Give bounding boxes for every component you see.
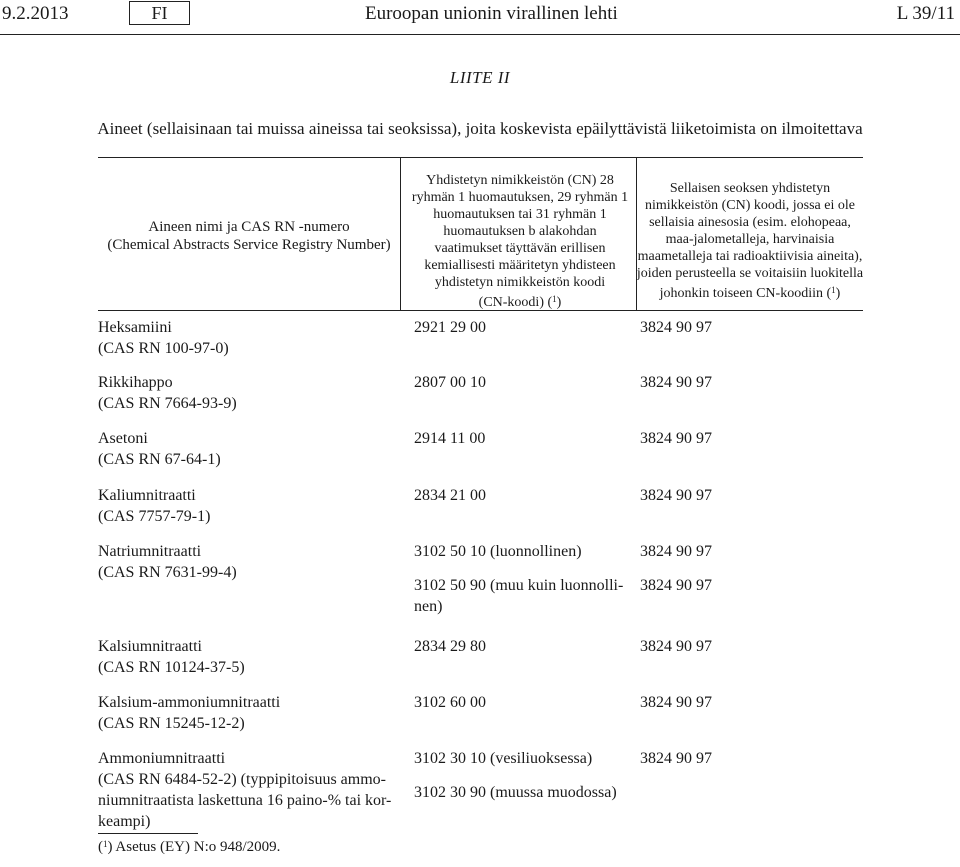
mixture-code: 3824 90 97: [640, 487, 712, 504]
page-number: L 39/11: [896, 3, 955, 24]
mixture-code-cell: [640, 692, 712, 713]
substance-name-cell: [98, 317, 398, 359]
page-header: [0, 0, 960, 32]
cn-code: 3102 60 00: [414, 694, 486, 711]
substance-name-cell: [98, 636, 398, 678]
publication-date: 9.2.2013: [2, 3, 69, 24]
cn-code-cell: [414, 485, 486, 506]
cn-code: 2834 29 80: [414, 638, 486, 655]
cas-number: (CAS RN 15245-12-2): [98, 715, 245, 732]
substance-name: Rikkihappo: [98, 374, 173, 391]
column-header-line: maametalleja tai radioaktiivisia aineita),: [637, 249, 863, 264]
cn-code: 2914 11 00: [414, 430, 486, 447]
cn-code: 3102 50 90 (muu kuin luonnolli-: [414, 577, 624, 594]
cn-code: 2921 29 00: [414, 319, 486, 336]
cas-number: (CAS RN 67-64-1): [98, 451, 221, 468]
column-header-line: Yhdistetyn nimikkeistön (CN) 28: [426, 173, 614, 188]
column-header-line: vaatimukset täyttävän erillisen: [434, 241, 606, 256]
substance-note: keampi): [98, 813, 151, 830]
cn-code: 2834 21 00: [414, 487, 486, 504]
mixture-code: 3824 90 97: [640, 374, 712, 391]
substance-note: niumnitraatista laskettuna 16 paino-% tai kor-: [98, 792, 392, 809]
mixture-code-cell: [640, 541, 712, 596]
journal-title: Euroopan unionin virallinen lehti: [365, 3, 618, 24]
cas-number: (CAS RN 100-97-0): [98, 340, 229, 357]
footnote: ($^1$) Asetus (EY) N:o 948/2009.: [98, 839, 281, 855]
mixture-code: 3824 90 97: [640, 543, 712, 560]
mixture-code: 3824 90 97: [640, 577, 712, 594]
mixture-code: 3824 90 97: [640, 319, 712, 336]
cas-number: (CAS RN 10124-37-5): [98, 659, 245, 676]
annex-title: LIITE II: [449, 68, 511, 87]
substance-name-cell: [98, 692, 398, 734]
table-top-rule: [98, 157, 863, 158]
substance-name: Heksamiini: [98, 319, 172, 336]
footnote-mark: 1: [103, 839, 108, 849]
cn-code-cell: [414, 692, 486, 713]
cas-number: (CAS RN 6484-52-2) (typpipitoisuus ammo-: [98, 771, 386, 788]
column-header-line: kemiallisesti määritetyn yhdisteen: [424, 258, 616, 273]
footnote-reference: 1: [831, 285, 836, 295]
cn-code-cell: [414, 317, 486, 338]
column-header-line: huomautuksen tai 31 ryhmän 1: [433, 207, 607, 222]
column-header-mixture-code: [625, 180, 875, 302]
header-rule: [0, 34, 960, 35]
cas-number: (CAS RN 7631-99-4): [98, 564, 237, 581]
column-header-line: nimikkeistön (CN) koodi, jossa ei ole: [645, 198, 855, 213]
mixture-code-cell: [640, 372, 712, 393]
mixture-code: 3824 90 97: [640, 638, 712, 655]
footnote-rule: [98, 833, 198, 834]
document-title: Aineet (sellaisinaan tai muissa aineissa tai seoksissa), joita koskevista epäilyttävistä liiketoimista on ilmoitettava: [97, 119, 863, 138]
mixture-code-cell: [640, 748, 712, 769]
substance-name: Asetoni: [98, 430, 148, 447]
cn-code-cell: [414, 748, 634, 803]
mixture-code-cell: [640, 485, 712, 506]
mixture-code-cell: [640, 317, 712, 338]
cn-code: 3102 30 90 (muussa muodossa): [414, 784, 617, 801]
mixture-code: 3824 90 97: [640, 430, 712, 447]
column-header-line: maa-jalometalleja, harvinaisia: [665, 232, 835, 247]
column-header-line: yhdistetyn nimikkeistön koodi: [434, 275, 606, 290]
column-header-line: ryhmän 1 huomautuksen, 29 ryhmän 1: [411, 190, 629, 205]
footnote-text: ) Asetus (EY) N:o 948/2009.: [107, 839, 281, 855]
column-header-text: (CN-koodi) (: [478, 295, 553, 310]
column-header-cn-code: [400, 172, 640, 311]
cn-code-cell: [414, 636, 486, 657]
cn-code: 3102 30 10 (vesiliuoksessa): [414, 750, 593, 767]
cn-code: 2807 00 10: [414, 374, 486, 391]
column-header-line: sellaisia ainesosia (esim. elohopeaa,: [649, 215, 851, 230]
cas-number: (CAS RN 7664-93-9): [98, 395, 237, 412]
cn-code-continuation: nen): [414, 598, 443, 615]
column-header-line: huomautuksen b alakohdan: [443, 224, 597, 239]
column-header-line: Aineen nimi ja CAS RN -numero: [148, 219, 350, 235]
language-code-box: FI: [129, 1, 190, 25]
mixture-code-cell: [640, 636, 712, 657]
substance-name: Kalsium-ammoniumnitraatti: [98, 694, 281, 711]
substance-name-cell: [98, 372, 398, 414]
mixture-code: 3824 90 97: [640, 694, 712, 711]
cn-code-cell: [414, 372, 486, 393]
cas-number: (CAS 7757-79-1): [98, 508, 211, 525]
column-header-line: (Chemical Abstracts Service Registry Number): [107, 237, 391, 253]
column-header-line: Sellaisen seoksen yhdistetyn: [669, 181, 831, 196]
substance-name: Natriumnitraatti: [98, 543, 202, 560]
substance-name-cell: [98, 485, 398, 527]
column-header-line: [400, 291, 640, 311]
cn-code-cell: [414, 541, 629, 617]
cn-code: 3102 50 10 (luonnollinen): [414, 543, 582, 560]
mixture-code: 3824 90 97: [640, 750, 712, 767]
substance-name: Kaliumnitraatti: [98, 487, 196, 504]
column-header-substance: [98, 218, 400, 254]
substance-name-cell: [98, 748, 400, 832]
substance-name: Kalsiumnitraatti: [98, 638, 202, 655]
mixture-code-cell: [640, 428, 712, 449]
substance-name-cell: [98, 541, 398, 583]
column-header-line: [625, 282, 875, 302]
column-header-text: ): [835, 286, 841, 301]
column-header-line: joiden perusteella se voitaisiin luokitella: [636, 266, 864, 281]
substance-name-cell: [98, 428, 398, 470]
footnote-reference: 1: [552, 294, 557, 304]
substance-name: Ammoniumnitraatti: [98, 750, 226, 767]
cn-code-cell: [414, 428, 485, 449]
column-header-text: ): [556, 295, 562, 310]
column-header-text: johonkin toiseen CN-koodiin (: [659, 286, 832, 301]
